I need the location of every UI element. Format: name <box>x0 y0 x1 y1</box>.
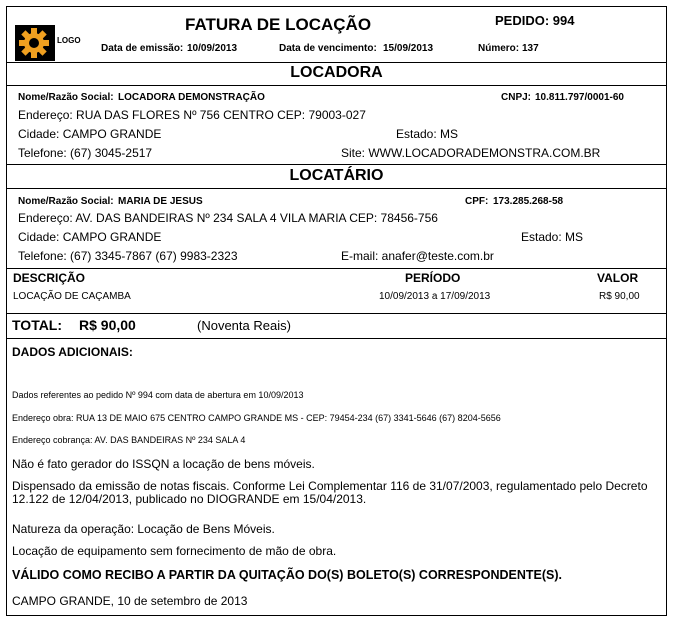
invoice-title: FATURA DE LOCAÇÃO <box>185 15 372 34</box>
locatario-estado: Estado: MS <box>521 230 584 244</box>
locatario-nome-value: MARIA DE JESUS <box>118 196 203 207</box>
locatario-title: LOCATÁRIO <box>289 167 384 184</box>
locadora-title: LOCADORA <box>290 64 383 81</box>
locadora-nome-value: LOCADORA DEMONSTRAÇÃO <box>118 92 265 103</box>
locadora-nome-label: Nome/Razão Social: <box>18 92 114 103</box>
col-header-descricao: DESCRIÇÃO <box>13 271 86 285</box>
numero-label: Número: <box>478 43 520 54</box>
locatario-telefone: Telefone: (67) 3345-7867 (67) 9983-2323 <box>18 249 238 263</box>
divider <box>7 268 666 269</box>
locatario-cpf-value: 173.285.268-58 <box>493 196 564 207</box>
total-extenso: (Noventa Reais) <box>197 318 291 333</box>
divider <box>7 85 666 86</box>
locadora-telefone: Telefone: (67) 3045-2517 <box>18 146 153 160</box>
adicionais-cidade-data: CAMPO GRANDE, 10 de setembro de 2013 <box>12 594 248 608</box>
locadora-estado: Estado: MS <box>396 127 459 141</box>
vencimento-value: 15/09/2013 <box>383 43 434 54</box>
adicionais-dispensada-1: Dispensado da emissão de notas fiscais. Conforme Lei Complementar 116 de 31/07/2003, regulamentado pelo Decreto <box>12 479 648 493</box>
emissao-value: 10/09/2013 <box>187 43 238 54</box>
adicionais-locacao: Locação de equipamento sem fornecimento de mão de obra. <box>12 544 337 558</box>
invoice-frame <box>6 6 667 616</box>
divider <box>7 164 666 165</box>
locatario-cpf-label: CPF: <box>465 196 489 207</box>
pedido-number: PEDIDO: 994 <box>495 13 575 28</box>
locatario-email: E-mail: anafer@teste.com.br <box>341 249 494 263</box>
col-header-valor: VALOR <box>597 271 639 285</box>
divider <box>7 338 666 339</box>
vencimento-label: Data de vencimento: <box>279 43 377 54</box>
item-descricao: LOCAÇÃO DE CAÇAMBA <box>13 291 131 302</box>
locadora-cnpj-value: 10.811.797/0001-60 <box>535 92 624 103</box>
divider <box>7 188 666 189</box>
divider <box>7 62 666 63</box>
locadora-cidade: Cidade: CAMPO GRANDE <box>18 127 162 141</box>
adicionais-pedido: Dados referentes ao pedido Nº 994 com data de abertura em 10/09/2013 <box>12 390 304 400</box>
locatario-endereco: Endereço: AV. DAS BANDEIRAS Nº 234 SALA 4 VILA MARIA CEP: 78456-756 <box>18 211 438 225</box>
adicionais-iss: Não é fato gerador do ISSQN a locação de bens móveis. <box>12 457 315 471</box>
adicionais-endereco-cobranca: Endereço cobrança: AV. DAS BANDEIRAS Nº 234 SALA 4 <box>12 435 246 445</box>
adicionais-endereco-obra: Endereço obra: RUA 13 DE MAIO 675 CENTRO CAMPO GRANDE MS - CEP: 79454-234 (67) 3341-5646 (67) 8204-5656 <box>12 413 501 423</box>
numero-value: 137 <box>522 43 539 54</box>
item-periodo: 10/09/2013 a 17/09/2013 <box>379 291 491 302</box>
adicionais-dispensada-2: 12.122 de 12/04/2013, publicado no DIOGRANDE em 15/04/2013. <box>12 492 367 506</box>
col-header-periodo: PERÍODO <box>405 271 461 285</box>
locadora-endereco: Endereço: RUA DAS FLORES Nº 756 CENTRO CEP: 79003-027 <box>18 108 366 122</box>
adicionais-valido: VÁLIDO COMO RECIBO A PARTIR DA QUITAÇÃO DO(S) BOLETO(S) CORRESPONDENTE(S). <box>12 568 562 582</box>
locatario-nome-label: Nome/Razão Social: <box>18 196 114 207</box>
adicionais-natureza: Natureza da operação: Locação de Bens Móveis. <box>12 522 275 536</box>
gear-icon <box>18 27 50 59</box>
total-value: R$ 90,00 <box>79 317 136 333</box>
locadora-site: Site: WWW.LOCADORADEMONSTRA.COM.BR <box>341 146 601 160</box>
emissao-label: Data de emissão: <box>101 43 184 54</box>
logo-text: LOGO <box>57 36 81 45</box>
item-valor: R$ 90,00 <box>599 291 640 302</box>
adicionais-title: DADOS ADICIONAIS: <box>12 345 133 359</box>
company-logo <box>15 25 55 61</box>
divider <box>7 313 666 314</box>
locadora-cnpj-label: CNPJ: <box>501 92 532 103</box>
total-label: TOTAL: <box>12 317 63 333</box>
locatario-cidade: Cidade: CAMPO GRANDE <box>18 230 162 244</box>
